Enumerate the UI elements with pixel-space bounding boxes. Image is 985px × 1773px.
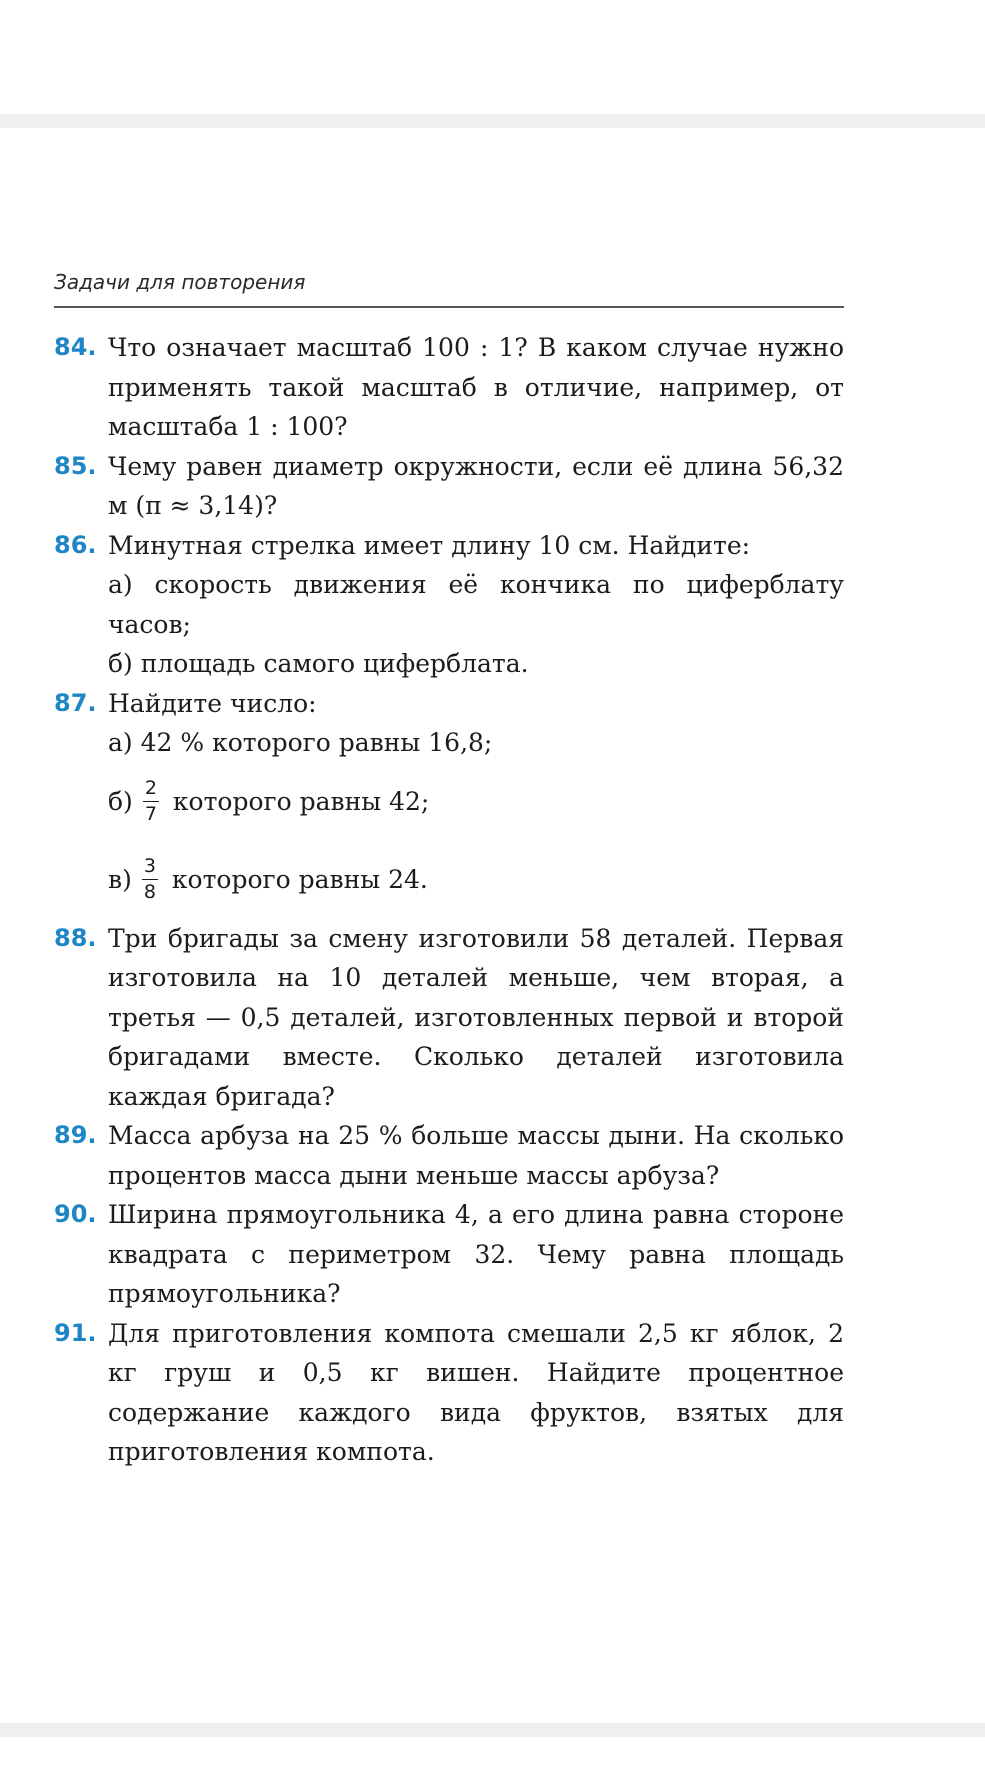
textbook-page <box>54 270 844 1472</box>
problem-84 <box>54 328 844 447</box>
sub-item-text: которого равны 42; <box>172 786 430 816</box>
problem-text: Чему равен диаметр окружности, если её длина 56,32 м (π ≈ 3,14)? <box>108 451 844 520</box>
sub-item-a: а) скорость движения её кончика по циферблату часов; <box>108 570 844 639</box>
problem-text: Ширина прямоугольника 4, а его длина равна стороне квадрата с периметром 32. Чему равна площадь прямоугольника? <box>108 1200 844 1308</box>
top-divider-band <box>0 114 985 128</box>
sub-item-a: а) 42 % которого равны 16,8; <box>108 728 493 757</box>
problem-86 <box>54 526 844 684</box>
problem-number: 88. <box>54 923 97 952</box>
fraction-numerator: 2 <box>143 777 159 802</box>
problem-number: 90. <box>54 1200 97 1228</box>
problem-88 <box>54 919 844 1117</box>
problem-89 <box>54 1116 844 1195</box>
problem-text: Найдите число: <box>108 688 317 718</box>
problem-87 <box>54 684 844 919</box>
sub-item-b <box>108 763 844 841</box>
fraction <box>142 855 158 904</box>
running-title: Задачи для повторения <box>54 270 844 308</box>
problem-text: Что означает масштаб 100 : 1? В каком случае нужно применять такой масштаб в отличие, например, от масштаба 1 : 100? <box>108 333 844 441</box>
problem-number: 89. <box>54 1121 97 1149</box>
problem-85 <box>54 447 844 526</box>
problem-number: 84. <box>54 333 97 361</box>
fraction-denominator: 7 <box>144 803 157 825</box>
sub-item-label: б) <box>108 786 133 816</box>
problem-number: 85. <box>54 451 97 480</box>
sub-item-text: которого равны 24. <box>171 864 428 894</box>
fraction <box>143 777 159 826</box>
sub-item-b: б) площадь самого циферблата. <box>108 649 529 678</box>
problem-number: 86. <box>54 530 97 559</box>
bottom-divider-band <box>0 1723 985 1737</box>
sub-item-label: в) <box>108 864 132 894</box>
problem-text: Для приготовления компота смешали 2,5 кг яблок, 2 кг груш и 0,5 кг вишен. Найдите процентное содержание каждого вида фруктов, взятых для приготовления компота. <box>108 1318 844 1466</box>
problem-number: 91. <box>54 1318 97 1347</box>
problem-text: Минутная стрелка имеет длину 10 см. Найдите: <box>108 530 751 560</box>
fraction-denominator: 8 <box>143 881 156 903</box>
sub-item-c <box>108 841 844 919</box>
problem-number: 87. <box>54 688 97 717</box>
fraction-numerator: 3 <box>142 855 158 880</box>
problem-90 <box>54 1195 844 1314</box>
problem-91 <box>54 1314 844 1472</box>
problem-text: Три бригады за смену изготовили 58 деталей. Первая изготовила на 10 деталей меньше, чем вторая, а третья — 0,5 деталей, изготовленных первой и второй бригадами вместе. Сколько деталей изготовила каждая бригада? <box>108 923 844 1111</box>
problem-text: Масса арбуза на 25 % больше массы дыни. На сколько процентов масса дыни меньше массы арбуза? <box>108 1121 844 1190</box>
